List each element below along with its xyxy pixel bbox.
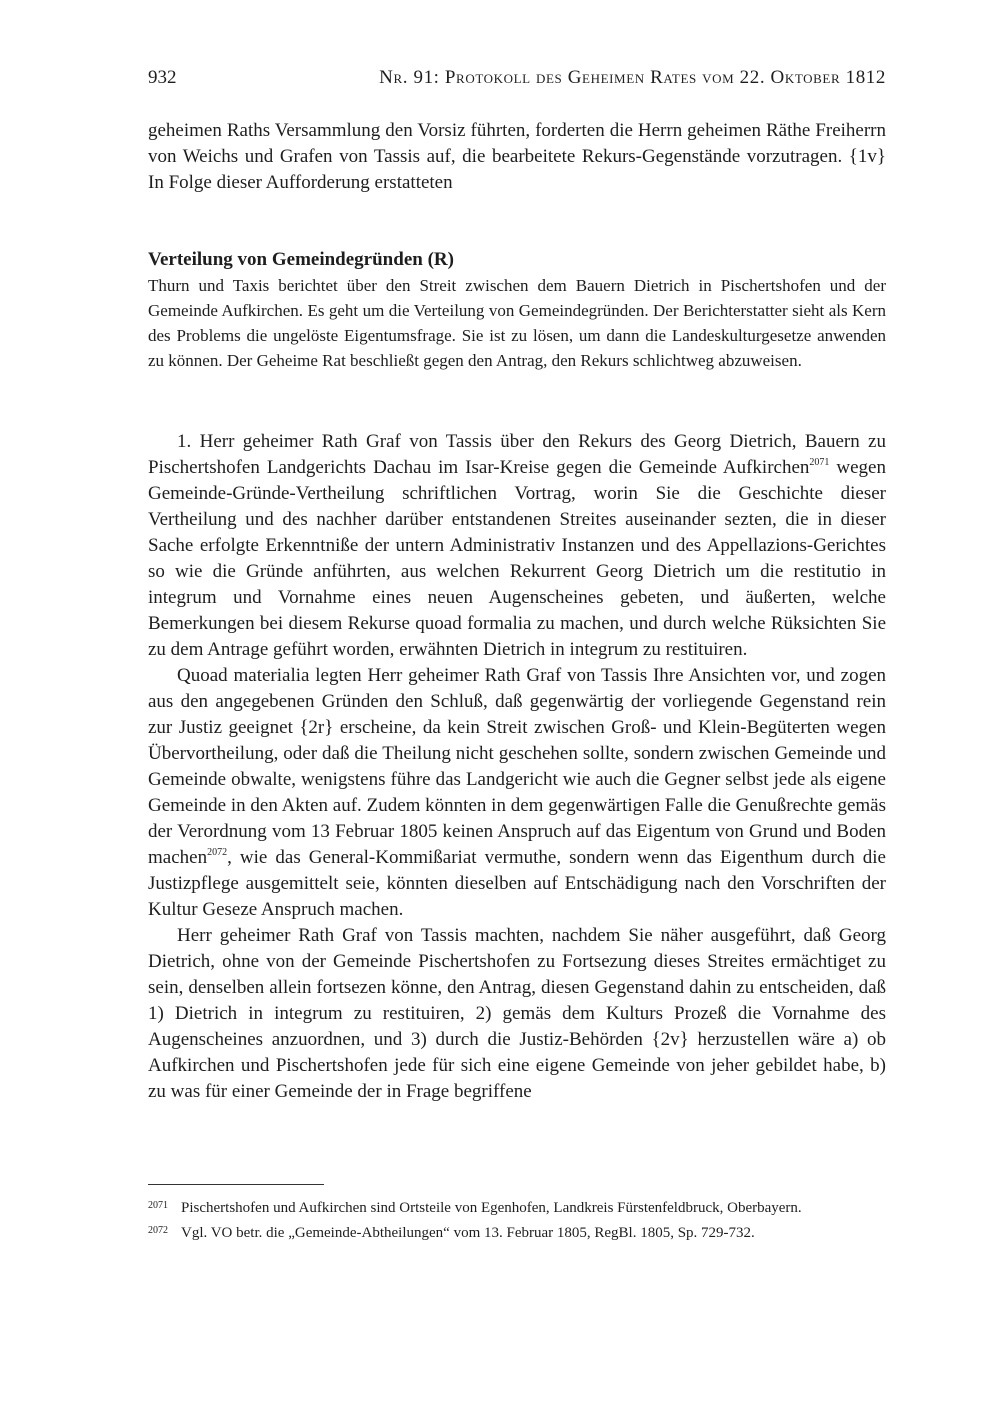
footnote-number: 2072: [148, 1225, 168, 1236]
footnote-divider: [148, 1184, 324, 1185]
running-title: Nr. 91: Protokoll des Geheimen Rates vom 22. Oktober 1812: [379, 67, 886, 88]
footnotes: [148, 1196, 886, 1246]
paragraph-2-text-a: Quoad materialia legten Herr geheimer Rath Graf von Tassis Ihre Ansichten vor, und zogen aus den angegebenen Gründen den Schluß, daß gegenwärtig der vorliegende Gegenstand rein zur Justiz geeignet {2r} erscheine, da kein Streit zwischen Groß- und Klein-Begüterten wegen Übervortheilung, oder daß die Theilung nicht geschehen sollte, sondern zwischen Gemeinde und Gemeinde obwalte, wenigstens führe das Landgericht wie auch die Gegner selbst jede als eigene Gemeinde in den Akten auf. Zudem könnten in dem gegenwärtigen Falle die Genußrechte gemäs der Verordnung vom 13 Februar 1805 keinen Anspruch auf das Eigentum von Grund und Boden machen: [148, 665, 886, 868]
paragraph-1-text-a: 1. Herr geheimer Rath Graf von Tassis über den Rekurs des Georg Dietrich, Bauern zu Pischertshofen Landgerichts Dachau im Isar-Kreise gegen die Gemeinde Aufkirchen: [148, 431, 886, 478]
footnote: [148, 1196, 886, 1221]
paragraph-1: [148, 429, 886, 663]
paragraph-2: [148, 663, 886, 923]
section-heading: Verteilung von Gemeindegründen (R): [148, 249, 454, 270]
paragraph-2-text-b: , wie das General-Kommißariat vermuthe, sondern wenn das Eigenthum durch die Justizpflege ausgemittelt seie, könnten dieselben auf Entschädigung nach den Vorschriften der Kultur Geseze Anspruch machen.: [148, 847, 886, 920]
paragraph-3: Herr geheimer Rath Graf von Tassis machten, nachdem Sie näher ausgeführt, daß Georg Dietrich, ohne von der Gemeinde Pischertshofen zu Fortsezung dieses Streites ermächtiget zu sein, denselben allein fortsezen könne, den Antrag, diesen Gegenstand dahin zu entscheiden, daß 1) Dietrich in integrum zu restituiren, 2) gemäs dem Kulturs Prozeß die Vornahme des Augenscheines anzuordnen, und 3) durch die Justiz-Behörden {2v} herzustellen wäre a) ob Aufkirchen und Pischertshofen jede für sich eine eigene Gemeinde von jeher gebildet habe, b) zu was für einer Gemeinde der in Frage begriffene: [148, 925, 886, 1102]
page-number: 932: [148, 67, 177, 88]
footnote-ref-2072: 2072: [207, 847, 228, 858]
footnote-number: 2071: [148, 1200, 168, 1211]
footnote-ref-2071: 2071: [809, 457, 830, 468]
footnote: [148, 1221, 886, 1246]
section-summary: Thurn und Taxis berichtet über den Streit zwischen dem Bauern Dietrich in Pischertshofen und der Gemeinde Aufkirchen. Es geht um die Verteilung von Gemeindegründen. Der Berichterstatter sieht als Kern des Problems die ungelöste Eigentumsfrage. Sie ist zu lösen, um dann die Landeskulturgesetze anwenden zu können. Der Geheime Rat beschließt gegen den Antrag, den Rekurs schlichtweg abzuweisen.: [148, 276, 886, 370]
paragraph-1-text-b: wegen Gemeinde-Gründe-Vertheilung schriftlichen Vortrag, worin Sie die Geschichte dieser Vertheilung und des nachher darüber entstandenen Streites auseinander sezten, die in dieser Sache erfolgte Erkenntniße der untern Administrativ Instanzen und des Appellazions-Gerichtes so wie die Gründe anführten, aus welchen Rekurrent Georg Dietrich um die restitutio in integrum und Vornahme eines neuen Augenscheines gebeten, und äußerten, welche Bemerkungen bei diesem Rekurse quoad formalia zu machen, und durch welche Rüksichten Sie zu dem Antrage geführt worden, erwähnten Dietrich in integrum zu restituiren.: [148, 457, 886, 660]
footnote-text: Vgl. VO betr. die „Gemeinde-Abtheilungen“ vom 13. Februar 1805, RegBl. 1805, Sp. 729-732.: [181, 1225, 755, 1241]
footnote-text: Pischertshofen und Aufkirchen sind Ortsteile von Egenhofen, Landkreis Fürstenfeldbruck, Oberbayern.: [181, 1200, 802, 1216]
intro-paragraph: geheimen Raths Versammlung den Vorsiz führten, forderten die Herrn geheimen Räthe Freiherrn von Weichs und Grafen von Tassis auf, die bearbeitete Rekurs-Gegenstände vorzutragen. {1v} In Folge dieser Aufforderung erstatteten: [148, 120, 886, 193]
main-text: [148, 429, 886, 1105]
